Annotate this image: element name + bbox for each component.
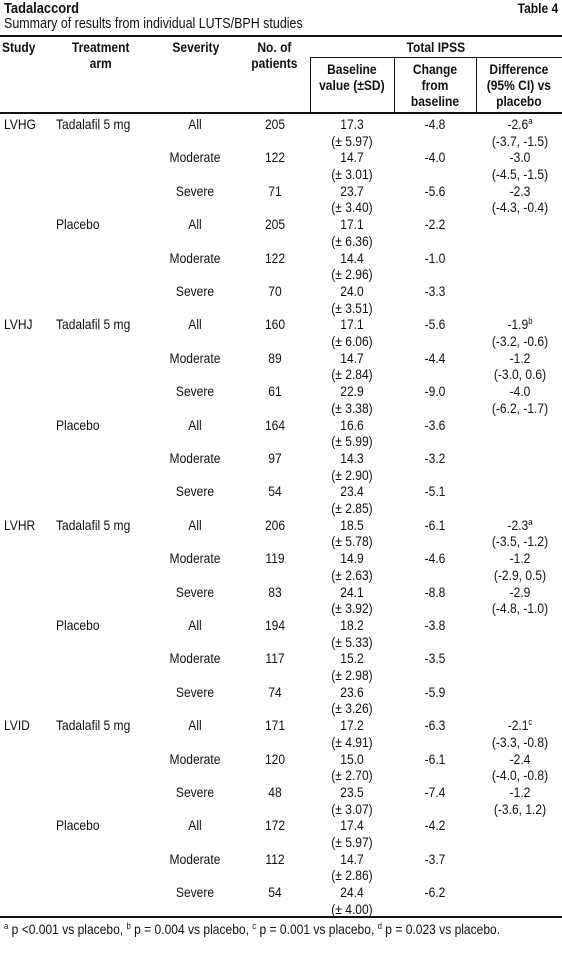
treatment-arm: Placebo <box>56 617 100 633</box>
severity-cell: Severe <box>175 483 215 500</box>
difference-cell: -1.9$^b$ (-3.2, -0.6) <box>491 316 549 349</box>
n-patients-cell: 120 <box>264 750 286 767</box>
baseline-cell: 23.7 (± 3.40) <box>331 182 373 216</box>
brand-name: Tadalaccord <box>4 0 80 17</box>
n-patients-cell: 112 <box>265 850 285 867</box>
n-patients-cell: 54 <box>268 884 282 901</box>
study-name: LVHG <box>4 116 36 132</box>
change-cell: -3.8 <box>424 617 446 633</box>
treatment-arm: Tadalafil 5 mg <box>56 316 131 333</box>
n-patients-cell: 122 <box>264 149 286 166</box>
footnote-d: $^d$ p = 0.023 vs placebo. <box>377 921 501 937</box>
n-patients-cell: 97 <box>268 450 282 466</box>
change-cell: -5.1 <box>424 483 446 500</box>
n-patients-cell: 194 <box>264 617 286 633</box>
n-patients-cell: 117 <box>265 650 285 667</box>
change-cell: -6.2 <box>424 884 446 901</box>
treatment-arm: Placebo <box>56 416 100 433</box>
severity-cell: All <box>188 216 202 233</box>
change-cell: -4.2 <box>424 817 446 834</box>
baseline-cell: 24.4 (± 4.00) <box>331 884 373 917</box>
difference-cell: -4.0 (-6.2, -1.7) <box>491 383 549 416</box>
baseline-cell: 17.2 (± 4.91) <box>331 717 373 750</box>
header-n-patients: No. of patients <box>251 39 298 71</box>
severity-cell: Severe <box>175 683 215 700</box>
table-bottom-rule <box>0 916 562 918</box>
baseline-cell: 17.3 (± 5.97) <box>331 116 373 149</box>
header-study: Study <box>2 39 36 55</box>
difference-cell: -3.0 (-4.5, -1.5) <box>491 149 549 182</box>
treatment-arm: Placebo <box>56 817 100 834</box>
severity-cell: Moderate <box>169 349 221 366</box>
severity-cell: All <box>188 416 202 433</box>
n-patients-cell: 119 <box>265 550 285 567</box>
difference-cell: -2.3 (-4.3, -0.4) <box>491 182 549 216</box>
n-patients-cell: 164 <box>264 416 286 433</box>
baseline-cell: 23.5 (± 3.07) <box>331 784 373 817</box>
baseline-cell: 17.4 (± 5.97) <box>331 817 373 850</box>
n-patients-cell: 74 <box>268 683 282 700</box>
change-cell: -1.0 <box>424 249 446 266</box>
baseline-cell: 23.6 (± 3.26) <box>331 683 373 717</box>
difference-cell: -2.3$^a$ (-3.5, -1.2) <box>491 516 549 550</box>
n-patients-cell: 48 <box>268 784 282 800</box>
n-patients-cell: 205 <box>264 116 286 132</box>
header-difference: Difference (95% CI) vs placebo <box>486 61 551 109</box>
severity-cell: Severe <box>175 182 215 199</box>
baseline-cell: 18.5 (± 5.78) <box>331 516 373 550</box>
baseline-cell: 23.4 (± 2.85) <box>331 483 373 516</box>
change-cell: -2.2 <box>424 216 446 233</box>
header-change: Change from baseline <box>410 61 460 109</box>
change-cell: -3.6 <box>424 416 446 433</box>
change-cell: -3.2 <box>424 450 446 466</box>
n-patients-cell: 61 <box>268 383 282 400</box>
baseline-cell: 15.0 (± 2.70) <box>331 750 373 784</box>
change-cell: -6.1 <box>424 516 446 533</box>
header-treatment-arm: Treatment arm <box>71 39 130 71</box>
study-name: LVHR <box>4 516 36 533</box>
treatment-arm: Tadalafil 5 mg <box>56 116 131 132</box>
treatment-arm: Tadalafil 5 mg <box>56 516 131 533</box>
severity-cell: Severe <box>175 884 215 901</box>
baseline-cell: 24.1 (± 3.92) <box>331 583 373 617</box>
footnote-c: $^c$ p = 0.001 vs placebo, <box>252 921 375 937</box>
header-divider-2 <box>394 57 395 113</box>
change-cell: -5.6 <box>424 316 446 333</box>
n-patients-cell: 89 <box>268 349 282 366</box>
severity-cell: All <box>188 316 202 333</box>
severity-cell: Moderate <box>169 650 221 667</box>
baseline-cell: 14.7 (± 2.86) <box>331 850 373 884</box>
change-cell: -6.1 <box>424 750 446 767</box>
change-cell: -6.3 <box>424 717 446 734</box>
treatment-arm: Tadalafil 5 mg <box>56 717 131 734</box>
change-cell: -7.4 <box>424 784 446 800</box>
severity-cell: Severe <box>175 784 215 800</box>
difference-cell: -2.1$^c$ (-3.3, -0.8) <box>491 717 549 750</box>
severity-cell: Moderate <box>169 550 221 567</box>
n-patients-cell: 205 <box>264 216 286 233</box>
header-baseline: Baseline value (±SD) <box>319 61 385 93</box>
difference-cell: -2.4 (-4.0, -0.8) <box>491 750 549 784</box>
severity-cell: All <box>188 617 202 633</box>
change-cell: -3.5 <box>424 650 446 667</box>
change-cell: -5.9 <box>424 683 446 700</box>
change-cell: -9.0 <box>424 383 446 400</box>
change-cell: -8.8 <box>424 583 446 600</box>
severity-cell: Moderate <box>169 750 221 767</box>
severity-cell: Moderate <box>169 249 221 266</box>
difference-cell: -2.6$^a$ (-3.7, -1.5) <box>491 116 549 149</box>
table-footnotes <box>4 921 558 938</box>
severity-cell: Moderate <box>169 149 221 166</box>
header-severity: Severity <box>172 39 220 55</box>
baseline-cell: 18.2 (± 5.33) <box>331 617 373 650</box>
baseline-cell: 22.9 (± 3.38) <box>331 383 373 416</box>
change-cell: -3.7 <box>424 850 446 867</box>
baseline-cell: 14.3 (± 2.90) <box>331 450 373 483</box>
header-top-rule <box>0 35 562 37</box>
header-bottom-rule <box>0 112 562 114</box>
n-patients-cell: 160 <box>264 316 286 333</box>
severity-cell: Severe <box>175 383 215 400</box>
footnote-a: $^a$ p <0.001 vs placebo, <box>4 921 124 937</box>
change-cell: -3.3 <box>424 283 446 299</box>
ipss-underline <box>310 57 562 58</box>
change-cell: -4.6 <box>424 550 446 567</box>
n-patients-cell: 206 <box>264 516 286 533</box>
baseline-cell: 17.1 (± 6.36) <box>331 216 373 249</box>
difference-cell: -2.9 (-4.8, -1.0) <box>491 583 549 617</box>
change-cell: -4.8 <box>424 116 446 132</box>
study-name: LVHJ <box>4 316 33 333</box>
change-cell: -4.4 <box>424 349 446 366</box>
baseline-cell: 14.7 (± 3.01) <box>331 149 373 182</box>
table-label: Table 4 <box>517 0 558 16</box>
baseline-cell: 14.4 (± 2.96) <box>331 249 373 283</box>
baseline-cell: 24.0 (± 3.51) <box>331 283 373 316</box>
header-divider-1 <box>310 57 311 113</box>
change-cell: -5.6 <box>424 182 446 199</box>
table-subtitle: Summary of results from individual LUTS/BPH studies <box>4 16 303 32</box>
severity-cell: All <box>188 717 202 734</box>
header-total-ipss: Total IPSS <box>406 39 466 55</box>
severity-cell: Severe <box>175 583 215 600</box>
treatment-arm: Placebo <box>56 216 100 233</box>
study-name: LVID <box>4 717 30 734</box>
baseline-cell: 14.7 (± 2.84) <box>331 349 373 383</box>
header-divider-3 <box>476 57 477 113</box>
baseline-cell: 14.9 (± 2.63) <box>331 550 373 583</box>
n-patients-cell: 171 <box>264 717 286 734</box>
severity-cell: All <box>188 817 202 834</box>
severity-cell: All <box>188 516 202 533</box>
n-patients-cell: 172 <box>264 817 286 834</box>
baseline-cell: 16.6 (± 5.99) <box>331 416 373 450</box>
severity-cell: Moderate <box>169 850 221 867</box>
difference-cell: -1.2 (-3.6, 1.2) <box>493 784 547 817</box>
footnote-b: $^b$ p = 0.004 vs placebo, <box>126 921 249 937</box>
difference-cell: -1.2 (-2.9, 0.5) <box>493 550 547 583</box>
change-cell: -4.0 <box>424 149 446 166</box>
n-patients-cell: 71 <box>268 182 282 199</box>
difference-cell: -1.2 (-3.0, 0.6) <box>493 349 547 383</box>
n-patients-cell: 54 <box>268 483 282 500</box>
n-patients-cell: 70 <box>268 283 282 299</box>
n-patients-cell: 83 <box>268 583 282 600</box>
baseline-cell: 17.1 (± 6.06) <box>331 316 373 349</box>
severity-cell: Moderate <box>169 450 221 466</box>
severity-cell: All <box>188 116 202 132</box>
severity-cell: Severe <box>175 283 215 299</box>
n-patients-cell: 122 <box>264 249 286 266</box>
baseline-cell: 15.2 (± 2.98) <box>331 650 373 683</box>
